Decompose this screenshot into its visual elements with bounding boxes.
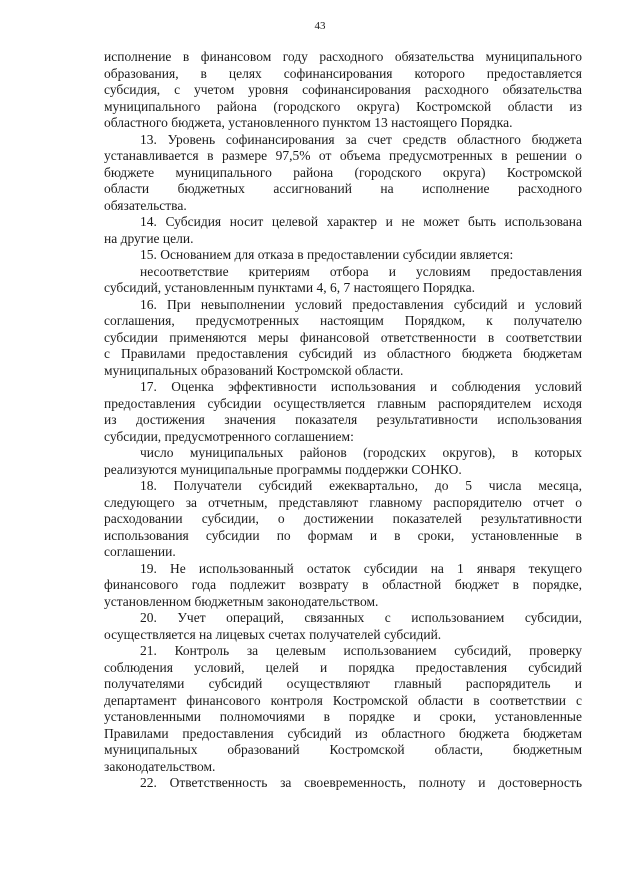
text-line: соглашения, предусмотренных настоящим Порядком, к получателю bbox=[104, 313, 582, 328]
page-number: 43 bbox=[314, 20, 326, 32]
text-line: с Правилами предоставления субсидий из областного бюджета бюджетам bbox=[104, 346, 582, 361]
text-line: субсидии применяются меры финансовой ответственности в соответствии bbox=[104, 329, 582, 345]
text-line: устанавливается в размере 97,5% от объема предусмотренных в решении о bbox=[104, 148, 582, 163]
text-line: бюджете муниципального района (городского округа) Костромской bbox=[104, 164, 582, 180]
text-line: расходовании субсидии, о достижении показателей результативности bbox=[104, 511, 582, 526]
text-line: получателями субсидий осуществляют главный распорядитель и bbox=[104, 676, 582, 691]
text-line: предоставления субсидии осуществляется главным распорядителем исходя bbox=[104, 395, 582, 411]
text-line: субсидий, установленным пунктами 4, 6, 7 настоящего Порядка. bbox=[104, 280, 475, 295]
text-line: образования, в целях софинансирования которого предоставляется bbox=[104, 65, 582, 81]
text-line: областного бюджета, установленного пунктом 13 настоящего Порядка. bbox=[104, 115, 513, 130]
text-line: 16. При невыполнении условий предоставления субсидий и условий bbox=[140, 296, 582, 312]
text-line: осуществляется на лицевых счетах получателей субсидий. bbox=[104, 626, 442, 642]
text-line: следующего за отчетным, представляют главному распорядителю отчет о bbox=[104, 494, 582, 510]
text-line: муниципальных образований Костромской области. bbox=[104, 362, 404, 378]
text-line: 13. Уровень софинансирования за счет средств областного бюджета bbox=[140, 131, 582, 147]
text-line: установленными полномочиями в порядке и сроки, установленные bbox=[104, 709, 582, 724]
text-line: исполнение в финансовом году расходного обязательства муниципального bbox=[104, 49, 582, 64]
document-body bbox=[104, 49, 582, 792]
text-line: финансового года подлежит возврату в областной бюджет в порядке, bbox=[104, 577, 582, 592]
text-line: число муниципальных районов (городских округов), в которых bbox=[140, 445, 582, 460]
text-line: на другие цели. bbox=[104, 230, 194, 246]
text-line: установленном бюджетным законодательством. bbox=[104, 593, 379, 609]
text-line: Правилами предоставления субсидий из областного бюджета бюджетам bbox=[104, 725, 582, 741]
text-line: области бюджетных ассигнований на исполнение расходного bbox=[104, 181, 582, 196]
text-line: соглашении. bbox=[104, 544, 176, 559]
text-line: реализуются муниципальные программы поддержки СОНКО. bbox=[104, 461, 462, 477]
text-line: департамент финансового контроля Костромской области в соответствии с bbox=[104, 692, 582, 708]
text-line: 17. Оценка эффективности использования и соблюдения условий bbox=[140, 379, 582, 394]
text-line: 19. Не использованный остаток субсидии на 1 января текущего bbox=[140, 560, 582, 576]
text-line: соблюдения условий, целей и порядка предоставления субсидий bbox=[104, 659, 582, 675]
text-line: несоответствие критериям отбора и условиям предоставления bbox=[140, 263, 582, 279]
text-line: субсидия, с учетом уровня софинансирования расходного обязательства bbox=[104, 82, 582, 97]
text-line: 14. Субсидия носит целевой характер и не может быть использована bbox=[140, 214, 582, 229]
text-line: законодательством. bbox=[104, 758, 216, 774]
text-line: 18. Получатели субсидий ежеквартально, до 5 числа месяца, bbox=[140, 478, 582, 493]
text-line: муниципального района (городского округа) Костромской области из bbox=[104, 98, 582, 114]
text-line: 22. Ответственность за своевременность, полноту и достоверность bbox=[140, 775, 582, 790]
text-line: использования субсидии по формам и в сроки, установленные в bbox=[104, 527, 582, 543]
text-line: из достижения значения показателя результативности использования bbox=[104, 412, 582, 427]
text-line: 21. Контроль за целевым использованием субсидий, проверку bbox=[140, 643, 582, 658]
text-line: муниципальных образований Костромской области, бюджетным bbox=[104, 742, 582, 757]
text-line: 15. Основанием для отказа в предоставлении субсидии является: bbox=[140, 247, 514, 262]
text-line: 20. Учет операций, связанных с использованием субсидии, bbox=[140, 610, 582, 625]
text-line: обязательства. bbox=[104, 197, 187, 213]
text-line: субсидии, предусмотренного соглашением: bbox=[104, 428, 354, 444]
